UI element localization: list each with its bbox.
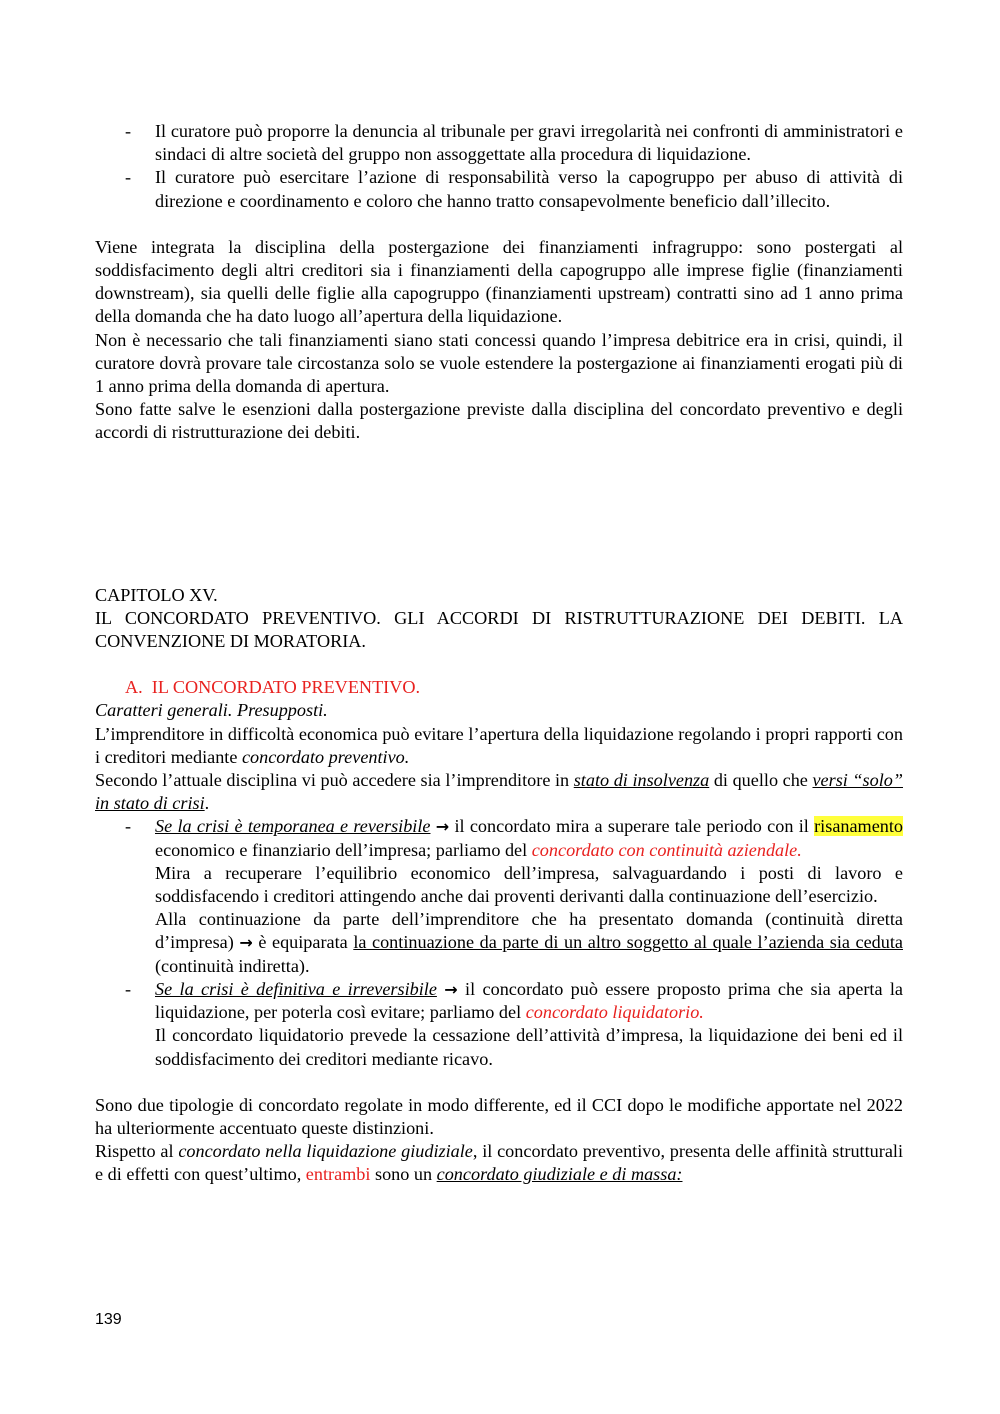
paragraph: Secondo l’attuale disciplina vi può accedere sia l’imprenditore in stato di insolvenza di quello che versi “solo” in stato di crisi.	[95, 770, 903, 814]
paragraph: Non è necessario che tali finanziamenti siano stati concessi quando l’impresa debitrice era in crisi, quindi, il curatore dovrà provare tale circostanza solo se vuole estendere la postergazione ai finanziamenti erogati più di 1 anno prima della domanda di apertura.	[95, 329, 903, 397]
subheading: Caratteri generali. Presupposti.	[95, 700, 328, 721]
paragraph: Rispetto al concordato nella liquidazione giudiziale, il concordato preventivo, presenta delle affinità strutturali e di effetti con quest’ultimo, entrambi sono un concordato giudiziale e di massa:	[95, 1141, 903, 1185]
arrow-right-icon: →	[239, 933, 253, 953]
paragraph: Alla continuazione da parte dell’imprenditore che ha presentato domanda (continuità diretta d’impresa) → è equiparata la continuazione da parte di un altro soggetto al quale l’azienda sia ceduta (continuità indiretta).	[155, 909, 903, 976]
arrow-right-icon: →	[435, 817, 450, 837]
list-item: - Il curatore può esercitare l’azione di responsabilità verso la capogruppo per abuso di attività di direzione e coordinamento e coloro che hanno tratto consapevolmente beneficio dall’illecito.	[125, 167, 903, 211]
bullet-dash: -	[125, 167, 132, 188]
highlighted-text: risanamento	[814, 816, 904, 837]
list-item: - Se la crisi è temporanea e reversibile → il concordato mira a superare tale periodo con il risanamento economico e finanziario dell’impresa; parliamo del concordato con continuità aziendale.	[125, 816, 904, 860]
paragraph: Sono fatte salve le esenzioni dalla postergazione previste dalla disciplina del concordato preventivo e degli accordi di ristrutturazione dei debiti.	[95, 399, 903, 443]
chapter-number: CAPITOLO XV.	[95, 584, 218, 605]
page-number: 139	[95, 1311, 122, 1328]
paragraph: Sono due tipologie di concordato regolate in modo differente, ed il CCI dopo le modifiche apportate nel 2022 ha ulteriormente accentuato queste distinzioni.	[95, 1094, 903, 1138]
section-heading: A. IL CONCORDATO PREVENTIVO.	[125, 677, 421, 698]
list-item: - Il curatore può proporre la denuncia al tribunale per gravi irregolarità nei confronti di amministratori e sindaci di altre società del gruppo non assoggettate alla procedura di liquidazione.	[125, 121, 903, 165]
document-body	[95, 120, 903, 1187]
bullet-dash: -	[125, 978, 132, 999]
paragraph: L’imprenditore in difficoltà economica può evitare l’apertura della liquidazione regolando i propri rapporti con i creditori mediante concordato preventivo.	[95, 723, 903, 767]
list-item: - Se la crisi è definitiva e irreversibile → il concordato può essere proposto prima che sia aperta la liquidazione, per poterla così evitare; parliamo del concordato liquidatorio.	[125, 978, 904, 1023]
arrow-right-icon: →	[444, 979, 458, 999]
paragraph: Mira a recuperare l’equilibrio economico dell’impresa, salvaguardando i posti di lavoro e soddisfacendo i creditori attingendo anche dai proventi derivanti dalla continuazione dell’esercizio.	[155, 862, 903, 907]
paragraph: Il concordato liquidatorio prevede la cessazione dell’attività d’impresa, la liquidazione dei beni ed il soddisfacimento dei creditori mediante ricavo.	[155, 1025, 903, 1069]
chapter-title: IL CONCORDATO PREVENTIVO. GLI ACCORDI DI RISTRUTTURAZIONE DEI DEBITI. LA CONVENZIONE DI MORATORIA.	[95, 607, 903, 652]
paragraph: Viene integrata la disciplina della postergazione dei finanziamenti infragruppo: sono postergati al soddisfacimento degli altri creditori sia i finanziamenti della capogruppo alle imprese figlie (finanziamenti downstream), sia quelli delle figlie alla capogruppo (finanziamenti upstream) contratti sino ad 1 anno prima della domanda che ha dato luogo all’apertura della liquidazione.	[95, 236, 903, 327]
bullet-dash: -	[125, 121, 132, 141]
bullet-dash: -	[125, 816, 132, 837]
